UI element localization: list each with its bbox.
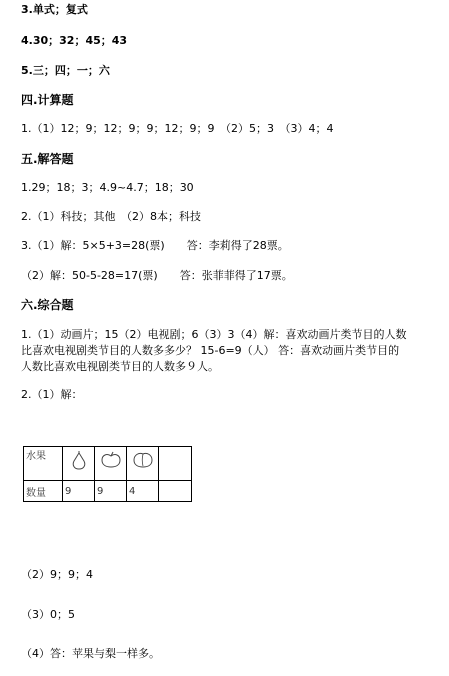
answer-2-4: （4）答：苹果与梨一样多。 bbox=[21, 647, 160, 660]
answer-4: 4.30；32；45；43 bbox=[21, 34, 128, 47]
answer-2-3: （3）0；5 bbox=[21, 608, 75, 621]
count-peach: 4 bbox=[127, 481, 159, 502]
section-5-title: 五.解答题 bbox=[21, 152, 74, 166]
row-label-count: 数量 bbox=[24, 481, 63, 502]
row-label-fruit: 水果 bbox=[24, 447, 63, 481]
apple-icon bbox=[100, 451, 122, 469]
section-6-q1-line2: 比喜欢电视剧类节目的人数多多少？ 15-6=9（人） 答：喜欢动画片类节目的 bbox=[21, 344, 400, 357]
section-5-q2: 2.（1）科技；其他 （2）8本；科技 bbox=[21, 210, 201, 223]
section-6-q1-line1: 1.（1）动画片；15（2）电视剧；6（3）3（4）解：喜欢动画片类节目的人数 bbox=[21, 328, 407, 341]
table-row bbox=[24, 447, 192, 481]
peach-icon bbox=[132, 451, 154, 469]
fruit-table bbox=[23, 446, 192, 502]
answer-5: 5.三；四；一；六 bbox=[21, 64, 110, 77]
count-apple: 9 bbox=[95, 481, 127, 502]
count-pear: 9 bbox=[63, 481, 95, 502]
answer-2-2: （2）9；9；4 bbox=[21, 568, 93, 581]
table-row bbox=[24, 481, 192, 502]
section-5-q3a: 3.（1）解：5×5+3=28(票) 答：李莉得了28票。 bbox=[21, 239, 289, 252]
section-6-q1-line3: 人数比喜欢电视剧类节目的人数多９人。 bbox=[21, 360, 219, 373]
section-4-title: 四.计算题 bbox=[21, 93, 74, 107]
section-5-q1: 1.29；18；3；4.9~4.7；18；30 bbox=[21, 181, 194, 194]
section-4-q1: 1.（1）12；9；12；9；9；12；9；9 （2）5；3 （3）4；4 bbox=[21, 122, 334, 135]
section-6-q2: 2.（1）解： bbox=[21, 388, 83, 401]
section-5-q3b: （2）解：50-5-28=17(票) 答：张菲菲得了17票。 bbox=[21, 269, 293, 282]
section-6-title: 六.综合题 bbox=[21, 298, 74, 312]
pear-icon bbox=[70, 451, 88, 471]
answer-3: 3.单式；复式 bbox=[21, 3, 88, 16]
